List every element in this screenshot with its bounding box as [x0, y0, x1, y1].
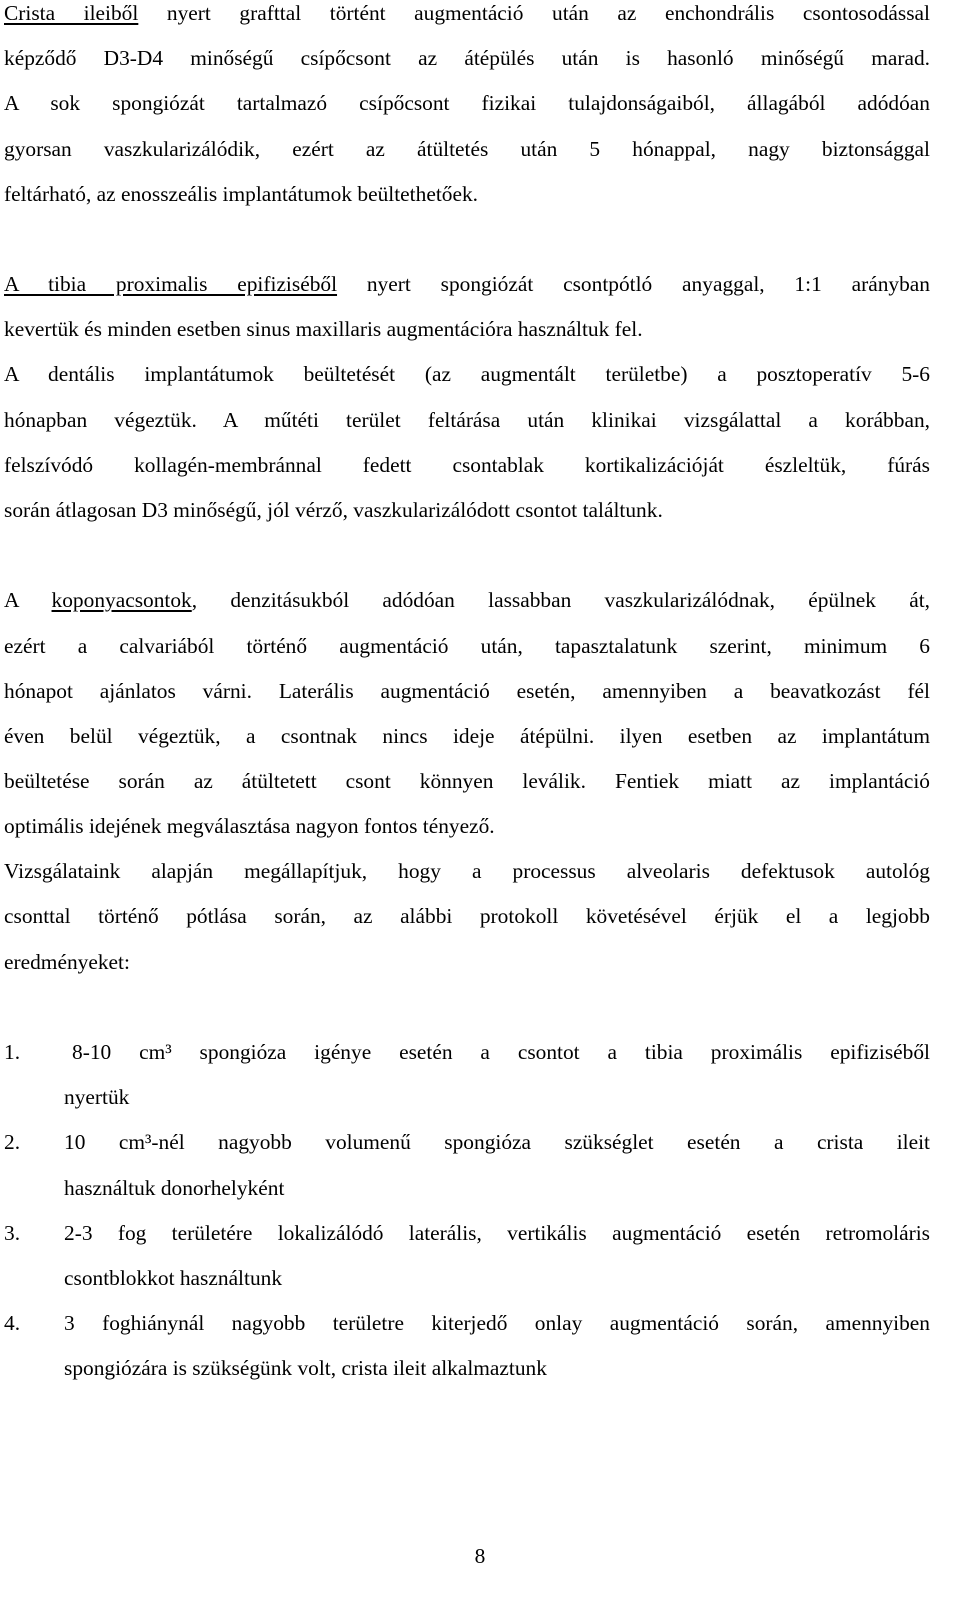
text-span: nyert grafttal történt augmentáció után az enchondrális csontosodással — [138, 1, 930, 25]
paragraph-2-line-6: során átlagosan D3 minőségű, jól vérző, vaszkularizálódott csontot találtunk. — [4, 498, 663, 522]
paragraph-1-line-4: gyorsan vaszkularizálódik, ezért az átültetés után 5 hónappal, nagy biztonsággal — [4, 137, 930, 161]
list-item-line: spongiózára is szükségünk volt, crista ileit alkalmaztunk — [64, 1356, 547, 1380]
paragraph-3-line-5: beültetése során az átültetett csont könnyen leválik. Fentiek miatt az implantáció — [4, 769, 930, 793]
list-item-line: 3 foghiánynál nagyobb területre kiterjedő onlay augmentáció során, amennyiben — [64, 1311, 930, 1335]
paragraph-2-line-2: kevertük és minden esetben sinus maxillaris augmentációra használtuk fel. — [4, 317, 643, 341]
list-item-line: használtuk donorhelyként — [64, 1176, 285, 1200]
list-item-number: 2. — [4, 1130, 21, 1154]
paragraph-1-line-2: képződő D3-D4 minőségű csípőcsont az átépülés után is hasonló minőségű marad. — [4, 46, 930, 70]
paragraph-2-line-5: felszívódó kollagén-membránnal fedett csontablak kortikalizációját észleltük, fúrás — [4, 453, 930, 477]
text-span: nyert spongiózát csontpótló anyaggal, 1:1 arányban — [337, 272, 930, 296]
paragraph-3-line-6: optimális idejének megválasztása nagyon fontos tényező. — [4, 814, 495, 838]
paragraph-3-line-2: ezért a calvariából történő augmentáció után, tapasztalatunk szerint, minimum 6 — [4, 634, 930, 658]
text-span: , denzitásukból adódóan lassabban vaszkularizálódnak, épülnek át, — [191, 588, 930, 612]
list-item-line: 2-3 fog területére lokalizálódó laterális, vertikális augmentáció esetén retromoláris — [64, 1221, 930, 1245]
text-span: A — [4, 588, 52, 612]
list-item-number: 3. — [4, 1221, 21, 1245]
list-item-line: csontblokkot használtunk — [64, 1266, 283, 1290]
underlined-term: Crista ileiből — [4, 1, 139, 25]
paragraph-3-line-3: hónapot ajánlatos várni. Laterális augmentáció esetén, amennyiben a beavatkozást fél — [4, 679, 930, 703]
paragraph-3-line-9: eredményeket: — [4, 950, 130, 974]
paragraph-2-line-3: A dentális implantátumok beültetését (az augmentált területbe) a posztoperatív 5-6 — [4, 362, 930, 386]
list-item-line: nyertük — [64, 1085, 130, 1109]
paragraph-3-line-8: csonttal történő pótlása során, az alábbi protokoll követésével érjük el a legjobb — [4, 904, 930, 928]
underlined-term: koponyacsontok — [51, 588, 192, 612]
list-item-number: 1. — [4, 1040, 21, 1064]
paragraph-1-line-3: A sok spongiózát tartalmazó csípőcsont fizikai tulajdonságaiból, állagából adódóan — [4, 91, 930, 115]
paragraph-3-line-7: Vizsgálataink alapján megállapítjuk, hogy a processus alveolaris defektusok autológ — [4, 859, 930, 883]
paragraph-2-line-1 — [4, 271, 930, 297]
paragraph-2-line-4: hónapban végeztük. A műtéti terület feltárása után klinikai vizsgálattal a korábban, — [4, 408, 930, 432]
paragraph-3-line-4: éven belül végeztük, a csontnak nincs ideje átépülni. ilyen esetben az implantátum — [4, 724, 930, 748]
list-item-line: 10 cm³-nél nagyobb volumenű spongióza szükséglet esetén a crista ileit — [64, 1130, 930, 1154]
list-item-number: 4. — [4, 1311, 21, 1335]
paragraph-1-line-1 — [4, 0, 930, 26]
paragraph-3-line-1 — [4, 587, 930, 613]
paragraph-1-line-5: feltárható, az enosszeális implantátumok beültethetőek. — [4, 182, 478, 206]
page-number: 8 — [474, 1544, 486, 1568]
list-item-line: 8-10 cm³ spongióza igénye esetén a csontot a tibia proximális epifiziséből — [72, 1040, 930, 1064]
underlined-term: A tibia proximalis epifiziséből — [4, 272, 338, 296]
